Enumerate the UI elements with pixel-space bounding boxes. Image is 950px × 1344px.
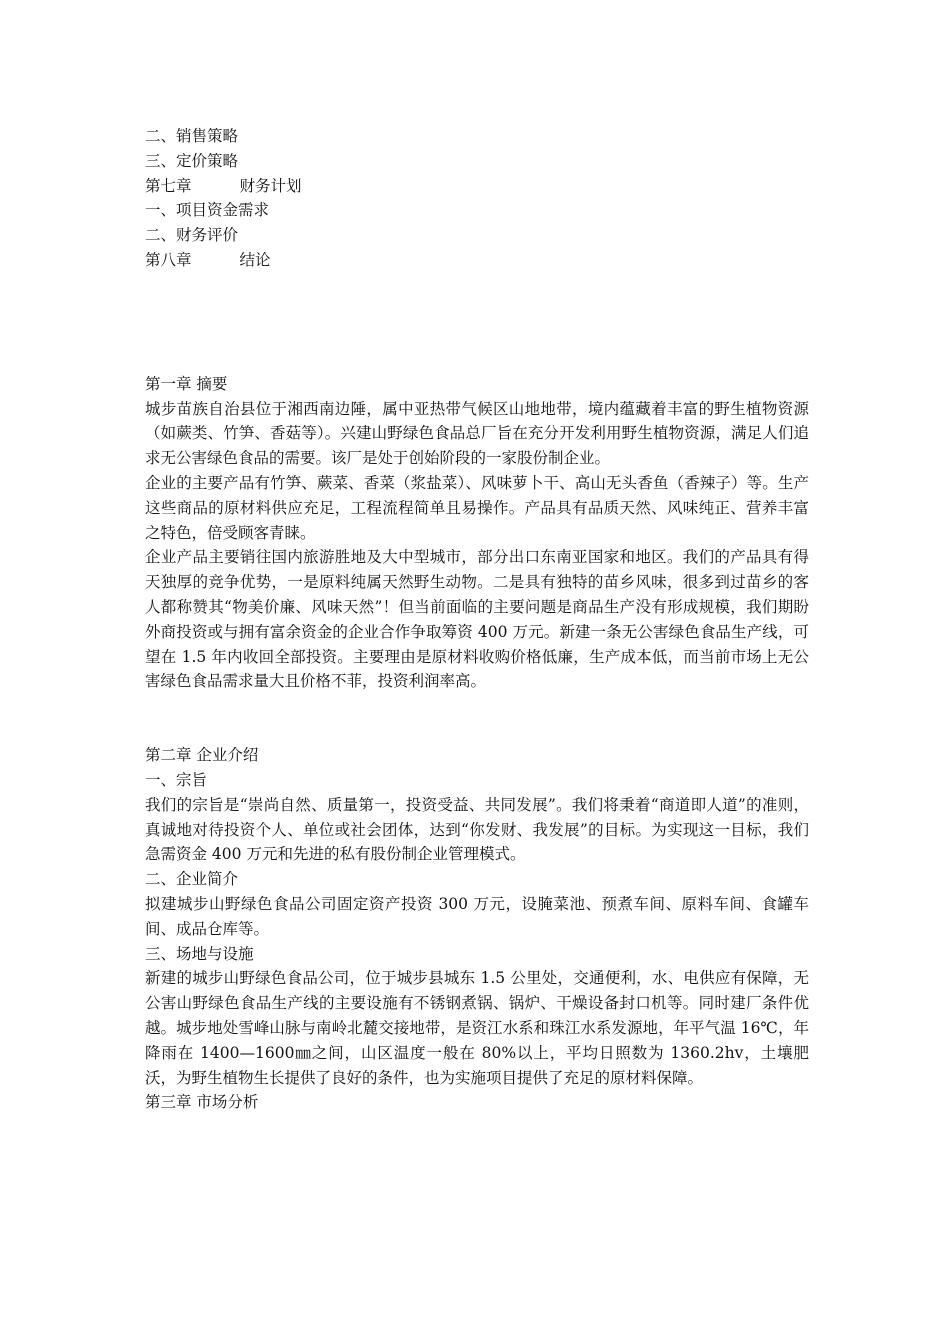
section-title: 二、企业简介	[145, 870, 239, 889]
chapter-2	[145, 743, 809, 1090]
paragraph: 我们的宗旨是“崇尚自然、质量第一，投资受益、共同发展”。我们将秉着“商道即人道”的准则，真诚地对待投资个人、单位或社会团体，达到“你发财、我发展”的目标。为实现这一目标，我们急需资金 400 万元和先进的私有股份制企业管理模式。	[145, 795, 809, 864]
paragraph: 企业的主要产品有竹笋、蕨菜、香菜（浆盐菜）、风味萝卜干、高山无头香鱼（香辣子）等。生产这些商品的原材料供应充足，工程流程简单且易操作。产品具有品质天然、风味纯正、营养丰富之特色，倍受顾客青睐。	[145, 473, 809, 542]
toc-chapter-title: 结论	[239, 250, 271, 269]
section-title: 一、宗旨	[145, 770, 208, 789]
document-page	[145, 124, 809, 1115]
paragraph: 新建的城步山野绿色食品公司，位于城步县城东 1.5 公里处，交通便利，水、电供应有保障，无公害山野绿色食品生产线的主要设施有不锈钢煮锅、锅炉、干燥设备封口机等。同时建厂条件优越。城步地处雪峰山脉与南岭北麓交接地带，是资江水系和珠江水系发源地，年平气温 16℃，年降雨在 1400—1600㎜之间，山区温度一般在 80%以上，平均日照数为 1360.2hv，土壤肥沃，为野生植物生长提供了良好的条件，也为实施项目提供了充足的原材料保障。	[145, 969, 809, 1087]
toc-item: 二、财务评价	[145, 226, 239, 245]
paragraph: 拟建城步山野绿色食品公司固定资产投资 300 万元，设腌菜池、预煮车间、原料车间、食罐车间、成品仓库等。	[145, 894, 809, 938]
paragraph: 企业产品主要销往国内旅游胜地及大中型城市，部分出口东南亚国家和地区。我们的产品具有得天独厚的竞争优势，一是原料纯属天然野生动物。二是具有独特的苗乡风味，很多到过苗乡的客人都称赞其“物美价廉、风味天然”！但当前面临的主要问题是商品生产没有形成规模，我们期盼外商投资或与拥有富余资金的企业合作争取筹资 400 万元。新建一条无公害绿色食品生产线，可望在 1.5 年内收回全部投资。主要理由是原材料收购价格低廉，生产成本低，而当前市场上无公害绿色食品需求量大且价格不菲，投资利润率高。	[145, 548, 809, 691]
toc-chapter	[145, 174, 809, 199]
toc-item: 三、定价策略	[145, 151, 239, 170]
toc-chapter-number: 第七章	[145, 176, 192, 195]
chapter-1	[145, 372, 809, 694]
chapter-heading: 第一章 摘要	[145, 374, 228, 393]
chapter-heading: 第三章 市场分析	[145, 1093, 259, 1112]
toc-item: 一、项目资金需求	[145, 201, 270, 220]
paragraph: 城步苗族自治县位于湘西南边陲，属中亚热带气候区山地地带，境内蕴藏着丰富的野生植物资源（如蕨类、竹笋、香菇等）。兴建山野绿色食品总厂旨在充分开发利用野生植物资源，满足人们追求无公害绿色食品的需要。该厂是处于创始阶段的一家股份制企业。	[145, 399, 809, 468]
section-title: 三、场地与设施	[145, 944, 254, 963]
toc-chapter-number: 第八章	[145, 250, 192, 269]
table-of-contents	[145, 124, 809, 273]
chapter-3	[145, 1090, 809, 1115]
toc-chapter	[145, 248, 809, 273]
toc-chapter-title: 财务计划	[239, 176, 302, 195]
chapter-heading: 第二章 企业介绍	[145, 746, 259, 765]
toc-item: 二、销售策略	[145, 127, 239, 145]
